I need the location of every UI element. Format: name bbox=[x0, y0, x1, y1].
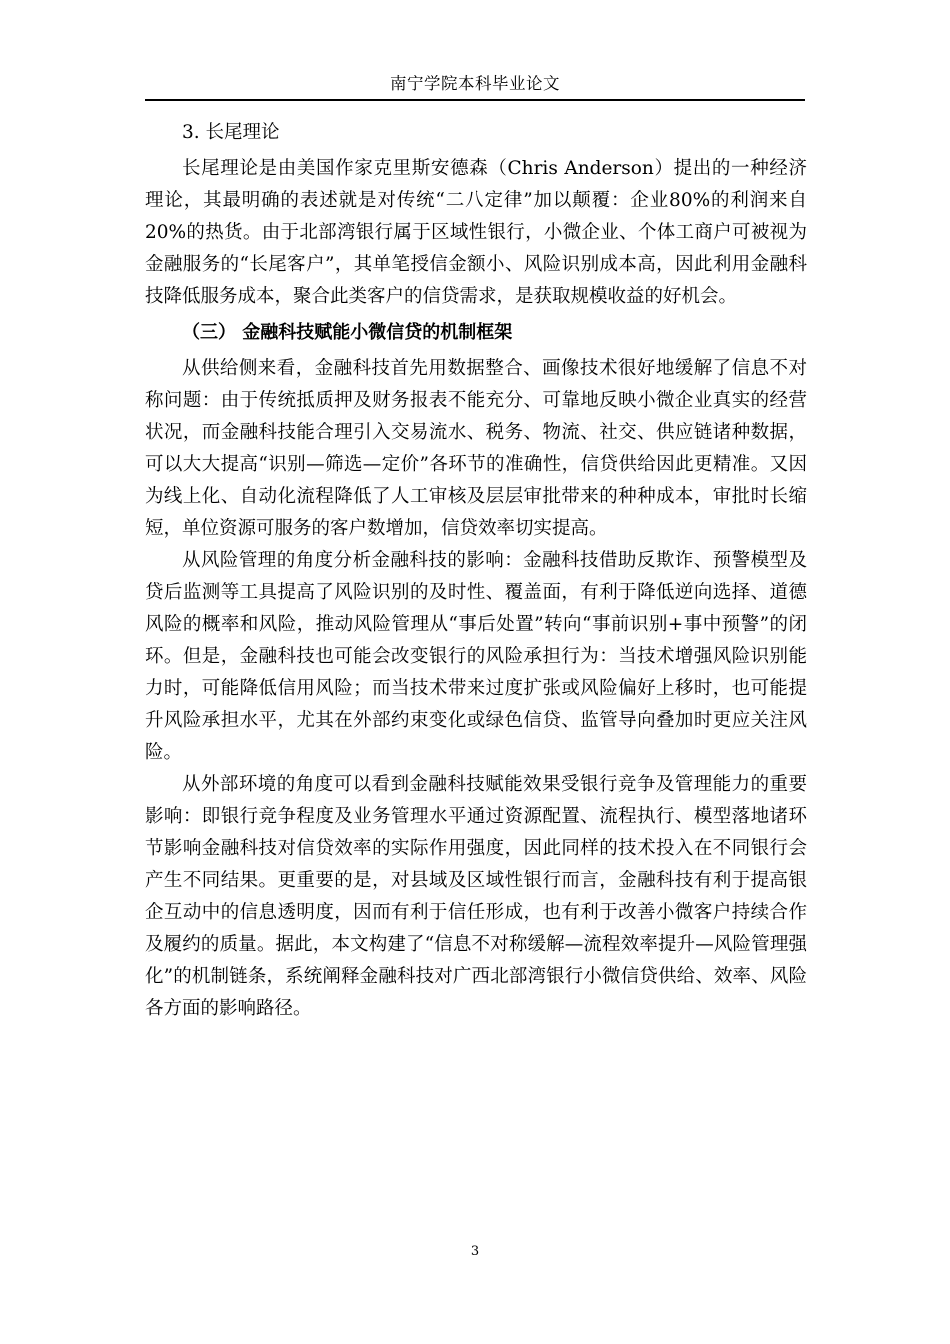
section-title-mechanism-framework: （三） 金融科技赋能小微信贷的机制框架 bbox=[182, 322, 513, 343]
page-number: 3 bbox=[470, 1244, 480, 1259]
document-body bbox=[145, 117, 807, 1025]
paragraph-long-tail-theory: 长尾理论是由美国作家克里斯安德森（Chris Anderson）提出的一种经济理论，其最明确的表述就是对传统“二八定律”加以颠覆：企业80%的利润来自20%的热货。由于北部湾银行属于区域性银行，小微企业、个体工商户可被视为金融服务的“长尾客户”，其单笔授信金额小、风险识别成本高，因此利用金融科技降低服务成本，聚合此类客户的信贷需求，是获取规模收益的好机会。 bbox=[145, 158, 807, 307]
subsection-title-long-tail: 3. 长尾理论 bbox=[182, 122, 280, 143]
paragraph-risk-management: 从风险管理的角度分析金融科技的影响：金融科技借助反欺诈、预警模型及贷后监测等工具提高了风险识别的及时性、覆盖面，有利于降低逆向选择、道德风险的概率和风险，推动风险管理从“事后处置”转向“事前识别+事中预警”的闭环。但是，金融科技也可能会改变银行的风险承担行为：当技术增强风险识别能力时，可能降低信用风险；而当技术带来过度扩张或风险偏好上移时，也可能提升风险承担水平，尤其在外部约束变化或绿色信贷、监管导向叠加时更应关注风险。 bbox=[145, 550, 807, 763]
header-divider bbox=[145, 99, 805, 101]
paragraph-external-environment: 从外部环境的角度可以看到金融科技赋能效果受银行竞争及管理能力的重要影响：即银行竞争程度及业务管理水平通过资源配置、流程执行、模型落地诸环节影响金融科技对信贷效率的实际作用强度，因此同样的技术投入在不同银行会产生不同结果。更重要的是，对县域及区域性银行而言，金融科技有利于提高银企互动中的信息透明度，因而有利于信任形成，也有利于改善小微客户持续合作及履约的质量。据此，本文构建了“信息不对称缓解—流程效率提升—风险管理强化”的机制链条，系统阐释金融科技对广西北部湾银行小微信贷供给、效率、风险各方面的影响路径。 bbox=[145, 774, 807, 1019]
page-header-title: 南宁学院本科毕业论文 bbox=[390, 74, 560, 93]
paragraph-supply-side: 从供给侧来看，金融科技首先用数据整合、画像技术很好地缓解了信息不对称问题：由于传统抵质押及财务报表不能充分、可靠地反映小微企业真实的经营状况，而金融科技能合理引入交易流水、税务、物流、社交、供应链诸种数据，可以大大提高“识别—筛选—定价”各环节的准确性，信贷供给因此更精准。又因为线上化、自动化流程降低了人工审核及层层审批带来的种种成本，审批时长缩短，单位资源可服务的客户数增加，信贷效率切实提高。 bbox=[145, 358, 807, 539]
